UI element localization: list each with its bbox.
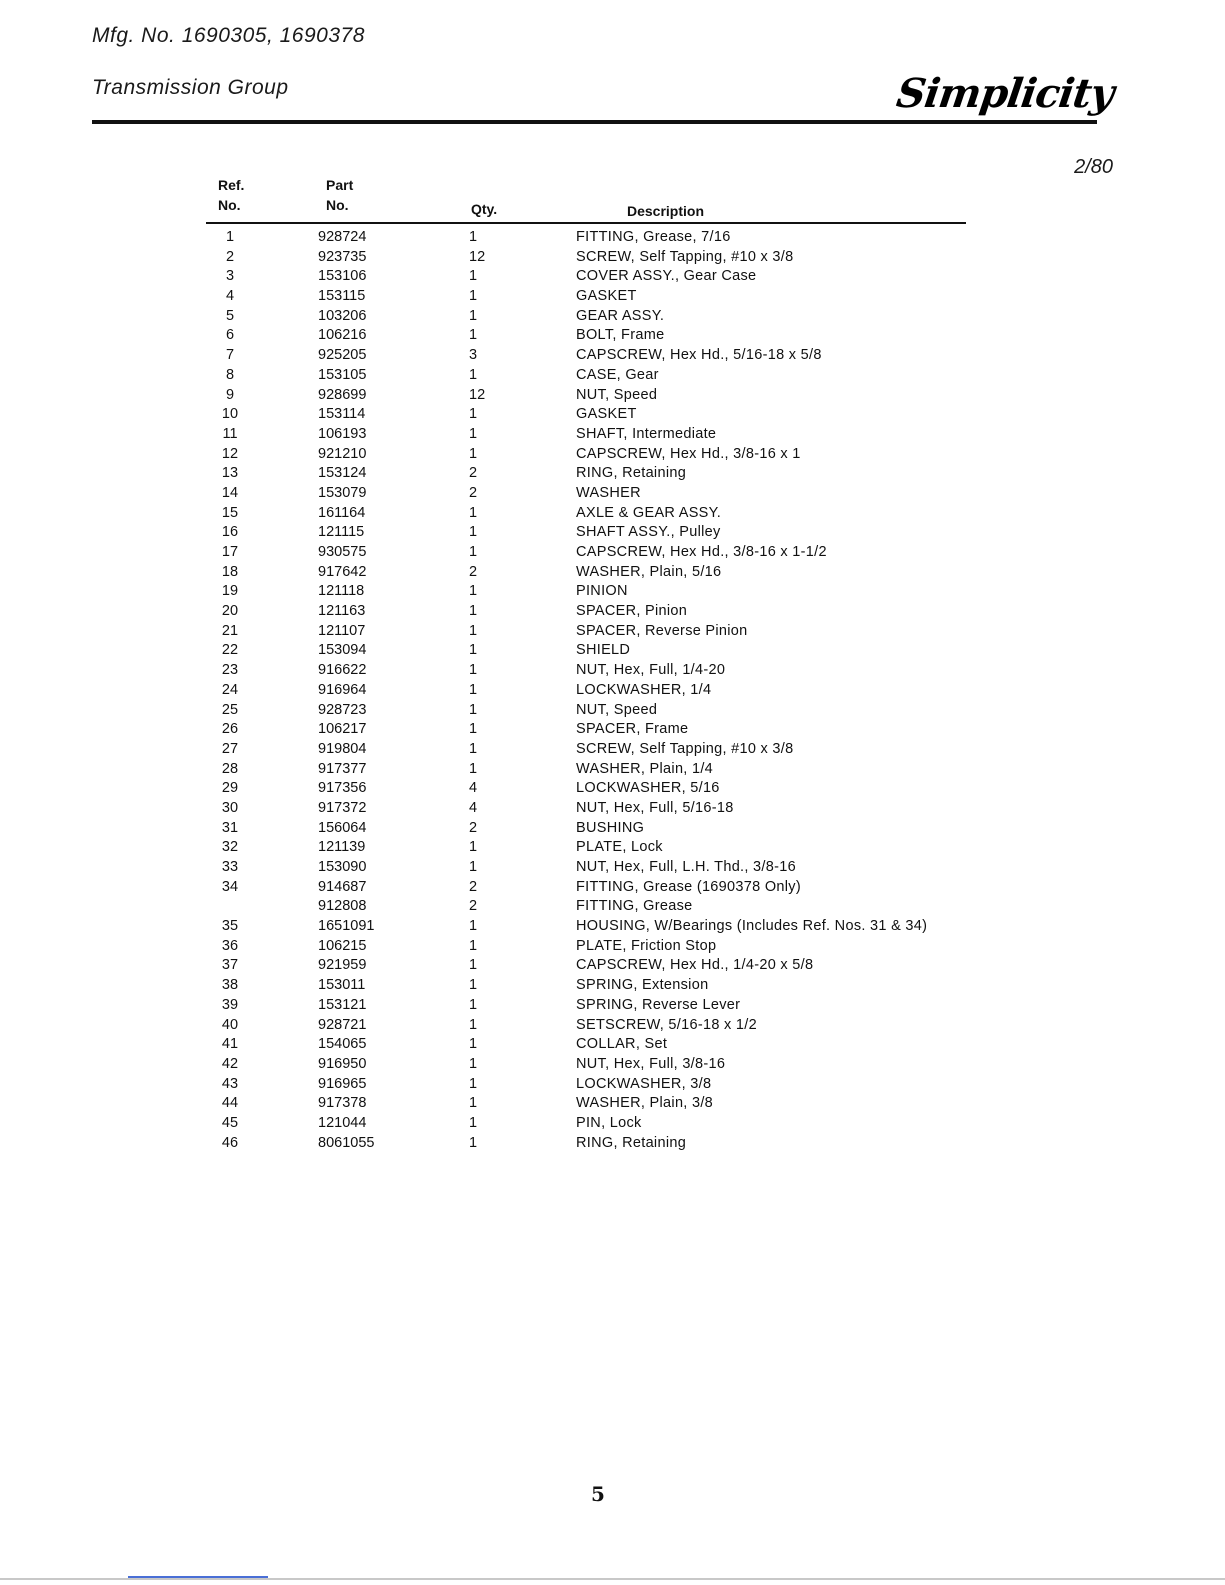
ref-no-cell: 15 — [221, 504, 239, 521]
qty-cell: 1 — [469, 603, 478, 620]
table-row — [0, 465, 1225, 485]
description-cell: COLLAR, Set — [576, 1036, 668, 1053]
description-cell: NUT, Speed — [576, 701, 658, 718]
table-header-divider — [206, 222, 966, 224]
table-row — [0, 642, 1225, 662]
table-row — [0, 446, 1225, 466]
ref-no-cell: 46 — [221, 1134, 239, 1151]
description-cell: WASHER, Plain, 5/16 — [576, 563, 722, 580]
ref-no-cell: 40 — [221, 1016, 239, 1033]
description-cell: RING, Retaining — [576, 465, 687, 482]
ref-no-cell: 41 — [221, 1036, 239, 1053]
qty-cell: 1 — [469, 760, 478, 777]
table-row — [0, 229, 1225, 249]
qty-cell: 1 — [469, 622, 478, 639]
qty-cell: 1 — [469, 268, 478, 285]
column-header-qty: Qty. — [471, 201, 498, 217]
part-no-cell: 930575 — [318, 544, 367, 560]
part-no-cell: 106216 — [318, 327, 367, 344]
ref-no-cell: 13 — [221, 465, 239, 482]
part-no-cell: 153115 — [318, 288, 366, 305]
table-row — [0, 839, 1225, 859]
brand-logo: Simplicity — [893, 70, 1117, 117]
qty-cell: 1 — [469, 1134, 478, 1151]
qty-cell: 1 — [469, 662, 478, 679]
part-no-cell: 925205 — [318, 347, 367, 364]
part-no-cell: 912808 — [318, 898, 367, 915]
ref-no-cell: 33 — [221, 859, 239, 875]
description-cell: PLATE, Lock — [576, 839, 663, 856]
part-no-cell: 153094 — [318, 642, 367, 659]
part-no-cell: 106217 — [318, 721, 367, 738]
bottom-link-underline — [128, 1576, 268, 1578]
qty-cell: 4 — [469, 799, 478, 816]
qty-cell: 1 — [469, 366, 478, 383]
description-cell: GASKET — [576, 406, 637, 423]
qty-cell: 1 — [469, 839, 478, 856]
description-cell: SPRING, Reverse Lever — [576, 996, 741, 1013]
qty-cell: 1 — [469, 524, 478, 541]
part-no-cell: 153106 — [318, 268, 367, 285]
part-no-cell: 1651091 — [318, 918, 375, 935]
qty-cell: 3 — [469, 347, 478, 364]
qty-cell: 1 — [469, 957, 478, 974]
ref-no-cell: 7 — [225, 347, 235, 364]
qty-cell: 1 — [469, 544, 478, 560]
part-no-cell: 923735 — [318, 248, 367, 265]
ref-no-cell: 6 — [225, 327, 235, 344]
description-cell: SCREW, Self Tapping, #10 x 3/8 — [576, 740, 794, 757]
part-no-cell: 928724 — [318, 229, 367, 245]
qty-cell: 2 — [469, 465, 478, 482]
ref-no-cell: 2 — [225, 248, 235, 265]
qty-cell: 1 — [469, 583, 478, 600]
qty-cell: 1 — [469, 445, 478, 462]
table-row — [0, 820, 1225, 840]
ref-no-cell: 25 — [221, 701, 239, 718]
table-row — [0, 406, 1225, 426]
qty-cell: 1 — [469, 937, 478, 954]
qty-cell: 1 — [469, 859, 478, 875]
table-row — [0, 780, 1225, 800]
part-no-cell: 121163 — [318, 603, 366, 620]
description-cell: LOCKWASHER, 3/8 — [576, 1075, 712, 1092]
description-cell: SHAFT, Intermediate — [576, 425, 717, 442]
table-row — [0, 564, 1225, 584]
table-row — [0, 662, 1225, 682]
part-no-cell: 917378 — [318, 1095, 367, 1112]
qty-cell: 1 — [469, 327, 478, 344]
part-no-cell: 103206 — [318, 307, 367, 324]
table-row — [0, 308, 1225, 328]
description-cell: SPACER, Reverse Pinion — [576, 622, 748, 639]
description-cell: CAPSCREW, Hex Hd., 3/8-16 x 1 — [576, 445, 801, 462]
ref-no-cell: 16 — [221, 524, 239, 541]
table-row — [0, 1036, 1225, 1056]
table-row — [0, 859, 1225, 879]
part-no-cell: 914687 — [318, 878, 367, 895]
table-row — [0, 347, 1225, 367]
table-row — [0, 1115, 1225, 1135]
ref-no-cell: 37 — [221, 957, 239, 974]
qty-cell: 4 — [469, 780, 478, 797]
part-no-cell: 921959 — [318, 957, 367, 974]
table-row — [0, 898, 1225, 918]
page-number: 5 — [591, 1482, 605, 1506]
table-row — [0, 721, 1225, 741]
qty-cell: 2 — [469, 819, 478, 836]
qty-cell: 1 — [469, 681, 478, 698]
ref-no-cell: 12 — [221, 445, 239, 462]
table-row — [0, 327, 1225, 347]
table-row — [0, 741, 1225, 761]
qty-cell: 2 — [469, 878, 478, 895]
table-row — [0, 288, 1225, 308]
table-row — [0, 977, 1225, 997]
table-row — [0, 544, 1225, 564]
ref-no-cell: 38 — [221, 977, 239, 994]
table-row — [0, 702, 1225, 722]
table-row — [0, 997, 1225, 1017]
part-no-cell: 154065 — [318, 1036, 367, 1053]
ref-no-cell: 36 — [221, 937, 239, 954]
ref-no-cell: 24 — [221, 681, 239, 698]
column-header-ref — [218, 175, 244, 215]
qty-cell: 1 — [469, 307, 478, 324]
ref-no-cell: 30 — [221, 799, 239, 816]
qty-cell: 1 — [469, 1016, 478, 1033]
table-row — [0, 583, 1225, 603]
table-row — [0, 524, 1225, 544]
qty-cell: 1 — [469, 918, 478, 935]
table-row — [0, 367, 1225, 387]
description-cell: SCREW, Self Tapping, #10 x 3/8 — [576, 248, 794, 265]
description-cell: SPRING, Extension — [576, 977, 709, 994]
ref-no-cell: 4 — [225, 288, 235, 305]
part-no-cell: 917372 — [318, 799, 367, 816]
qty-cell: 1 — [469, 642, 478, 659]
ref-no-cell: 35 — [221, 918, 239, 935]
table-row — [0, 426, 1225, 446]
part-no-cell: 121118 — [318, 583, 365, 600]
description-cell: NUT, Speed — [576, 386, 658, 403]
part-no-cell: 928723 — [318, 701, 367, 718]
part-no-cell: 121115 — [318, 524, 365, 541]
description-cell: PLATE, Friction Stop — [576, 937, 717, 954]
parts-table — [0, 229, 1225, 1154]
header-divider — [92, 120, 1097, 124]
section-title: Transmission Group — [92, 76, 289, 99]
part-no-cell: 8061055 — [318, 1134, 375, 1151]
description-cell: NUT, Hex, Full, L.H. Thd., 3/8-16 — [576, 859, 796, 875]
qty-cell: 2 — [469, 563, 478, 580]
part-no-cell: 153105 — [318, 366, 367, 383]
part-no-cell: 928721 — [318, 1016, 367, 1033]
description-cell: HOUSING, W/Bearings (Includes Ref. Nos. 31 & 34) — [576, 918, 928, 935]
part-no-cell: 153090 — [318, 859, 367, 875]
description-cell: GASKET — [576, 288, 637, 305]
description-cell: RING, Retaining — [576, 1134, 687, 1151]
qty-cell: 2 — [469, 898, 478, 915]
description-cell: PINION — [576, 583, 628, 600]
part-no-cell: 121139 — [318, 839, 366, 856]
description-cell: PIN, Lock — [576, 1114, 642, 1131]
revision-date: 2/80 — [1074, 156, 1113, 178]
ref-no-cell: 8 — [225, 366, 235, 383]
mfg-number: Mfg. No. 1690305, 1690378 — [92, 24, 365, 47]
part-no-cell: 916965 — [318, 1075, 367, 1092]
part-no-cell: 916622 — [318, 662, 367, 679]
part-no-cell: 161164 — [318, 504, 366, 521]
ref-no-cell: 11 — [222, 425, 238, 442]
part-no-cell: 121044 — [318, 1114, 367, 1131]
column-header-description: Description — [627, 203, 705, 219]
table-row — [0, 603, 1225, 623]
description-cell: CASE, Gear — [576, 366, 659, 383]
qty-cell: 1 — [469, 996, 478, 1013]
part-no-cell: 153121 — [318, 996, 367, 1013]
page-bottom-edge — [0, 1578, 1225, 1580]
qty-cell: 1 — [469, 1055, 478, 1072]
ref-no-cell: 1 — [225, 229, 235, 245]
column-header-ref-line1: Ref. — [218, 177, 245, 193]
ref-no-cell: 42 — [221, 1055, 239, 1072]
table-row — [0, 623, 1225, 643]
qty-cell: 1 — [469, 1114, 478, 1131]
table-row — [0, 387, 1225, 407]
description-cell: SHIELD — [576, 642, 631, 659]
ref-no-cell: 19 — [221, 583, 239, 600]
part-no-cell: 919804 — [318, 740, 367, 757]
part-no-cell: 921210 — [318, 445, 367, 462]
table-row — [0, 938, 1225, 958]
qty-cell: 1 — [469, 977, 478, 994]
description-cell: NUT, Hex, Full, 5/16-18 — [576, 799, 734, 816]
ref-no-cell: 22 — [221, 642, 239, 659]
description-cell: WASHER — [576, 484, 641, 501]
description-cell: FITTING, Grease, 7/16 — [576, 229, 731, 245]
description-cell: WASHER, Plain, 1/4 — [576, 760, 714, 777]
description-cell: CAPSCREW, Hex Hd., 5/16-18 x 5/8 — [576, 347, 822, 364]
description-cell: FITTING, Grease — [576, 898, 693, 915]
part-no-cell: 928699 — [318, 386, 367, 403]
ref-no-cell: 27 — [221, 740, 239, 757]
table-row — [0, 761, 1225, 781]
description-cell: SPACER, Pinion — [576, 603, 688, 620]
table-row — [0, 1076, 1225, 1096]
description-cell: COVER ASSY., Gear Case — [576, 268, 757, 285]
part-no-cell: 106193 — [318, 425, 367, 442]
description-cell: FITTING, Grease (1690378 Only) — [576, 878, 801, 895]
ref-no-cell: 3 — [225, 268, 235, 285]
table-row — [0, 682, 1225, 702]
qty-cell: 12 — [469, 248, 486, 265]
table-row — [0, 957, 1225, 977]
table-row — [0, 1095, 1225, 1115]
ref-no-cell: 43 — [221, 1075, 239, 1092]
description-cell: LOCKWASHER, 5/16 — [576, 780, 720, 797]
table-row — [0, 1056, 1225, 1076]
qty-cell: 1 — [469, 1075, 478, 1092]
description-cell: AXLE & GEAR ASSY. — [576, 504, 722, 521]
qty-cell: 12 — [469, 386, 486, 403]
part-no-cell: 153011 — [318, 977, 366, 994]
table-row — [0, 800, 1225, 820]
part-no-cell: 917356 — [318, 780, 367, 797]
ref-no-cell: 32 — [221, 839, 239, 856]
part-no-cell: 917642 — [318, 563, 367, 580]
part-no-cell: 917377 — [318, 760, 367, 777]
qty-cell: 1 — [469, 740, 478, 757]
ref-no-cell: 23 — [221, 662, 239, 679]
table-row — [0, 268, 1225, 288]
column-header-part-line1: Part — [326, 177, 354, 193]
description-cell: NUT, Hex, Full, 1/4-20 — [576, 662, 726, 679]
qty-cell: 1 — [469, 229, 478, 245]
ref-no-cell: 28 — [221, 760, 239, 777]
description-cell: LOCKWASHER, 1/4 — [576, 681, 712, 698]
description-cell: SHAFT ASSY., Pulley — [576, 524, 721, 541]
ref-no-cell: 29 — [221, 780, 239, 797]
description-cell: NUT, Hex, Full, 3/8-16 — [576, 1055, 726, 1072]
table-row — [0, 1135, 1225, 1155]
ref-no-cell: 45 — [221, 1114, 239, 1131]
ref-no-cell: 18 — [221, 563, 239, 580]
part-no-cell: 916950 — [318, 1055, 367, 1072]
table-row — [0, 1017, 1225, 1037]
ref-no-cell: 10 — [221, 406, 239, 423]
part-no-cell: 156064 — [318, 819, 367, 836]
qty-cell: 1 — [469, 701, 478, 718]
qty-cell: 1 — [469, 504, 478, 521]
description-cell: CAPSCREW, Hex Hd., 1/4-20 x 5/8 — [576, 957, 814, 974]
ref-no-cell: 31 — [221, 819, 239, 836]
description-cell: WASHER, Plain, 3/8 — [576, 1095, 714, 1112]
ref-no-cell: 39 — [221, 996, 239, 1013]
ref-no-cell: 26 — [221, 721, 239, 738]
qty-cell: 1 — [469, 721, 478, 738]
table-row — [0, 505, 1225, 525]
table-row — [0, 485, 1225, 505]
column-header-part — [326, 175, 353, 215]
part-no-cell: 153114 — [318, 406, 366, 423]
ref-no-cell: 20 — [221, 603, 239, 620]
part-no-cell: 153124 — [318, 465, 367, 482]
qty-cell: 1 — [469, 1095, 478, 1112]
qty-cell: 1 — [469, 406, 478, 423]
description-cell: GEAR ASSY. — [576, 307, 665, 324]
ref-no-cell: 34 — [221, 878, 239, 895]
qty-cell: 1 — [469, 425, 478, 442]
column-header-part-line2: No. — [326, 197, 349, 213]
ref-no-cell: 9 — [225, 386, 235, 403]
description-cell: BUSHING — [576, 819, 645, 836]
part-no-cell: 153079 — [318, 484, 367, 501]
part-no-cell: 121107 — [318, 622, 366, 639]
description-cell: CAPSCREW, Hex Hd., 3/8-16 x 1-1/2 — [576, 544, 827, 560]
column-header-ref-line2: No. — [218, 197, 241, 213]
table-row — [0, 918, 1225, 938]
qty-cell: 1 — [469, 288, 478, 305]
ref-no-cell: 14 — [221, 484, 239, 501]
ref-no-cell: 17 — [221, 544, 239, 560]
description-cell: SPACER, Frame — [576, 721, 689, 738]
table-row — [0, 249, 1225, 269]
description-cell: BOLT, Frame — [576, 327, 665, 344]
qty-cell: 1 — [469, 1036, 478, 1053]
part-no-cell: 106215 — [318, 937, 367, 954]
description-cell: SETSCREW, 5/16-18 x 1/2 — [576, 1016, 757, 1033]
ref-no-cell: 5 — [225, 307, 235, 324]
ref-no-cell: 21 — [221, 622, 239, 639]
qty-cell: 2 — [469, 484, 478, 501]
part-no-cell: 916964 — [318, 681, 367, 698]
table-row — [0, 879, 1225, 899]
ref-no-cell: 44 — [221, 1095, 239, 1112]
